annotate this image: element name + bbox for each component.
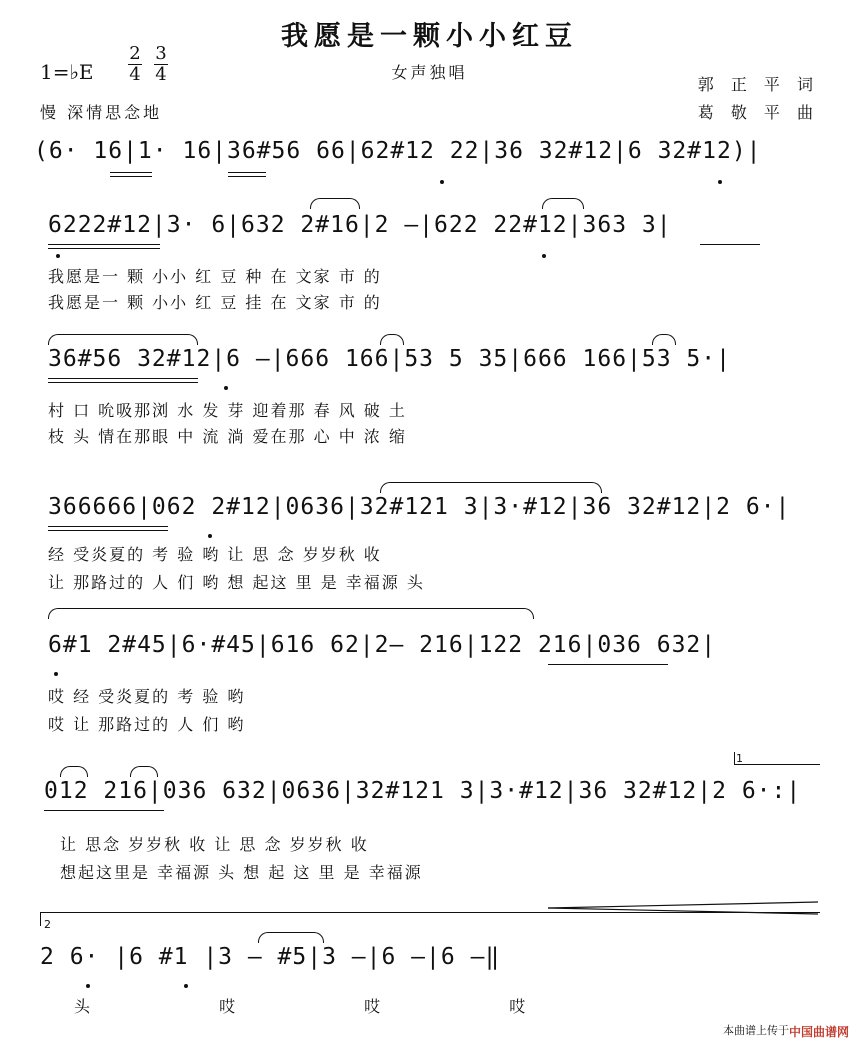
song-title: 我愿是一颗小小红豆 [281, 21, 578, 52]
time-signature-1: 2 4 [129, 43, 141, 85]
lyrics-system-2-verse-2: 我愿是一 颗 小小 红 豆 挂 在 文家 市 的 [48, 293, 382, 312]
time-signature-2: 3 4 [155, 43, 167, 85]
lyrics-system-4-verse-1: 经 受炎夏的 考 验 哟 让 思 念 岁岁秋 收 [48, 545, 382, 564]
volta-1-label: 1 [736, 752, 743, 765]
key-signature: 1=♭E [40, 60, 94, 84]
notation-system-1: (6· 16|1· 16|36#56 66|62#12 22|36 32#12|6 32#12)| [34, 138, 762, 164]
tempo-marking: 慢 深情思念地 [40, 103, 163, 122]
lyrics-system-5-verse-1: 哎 经 受炎夏的 考 验 哟 [48, 687, 246, 706]
notation-system-5: 6#1 2#45|6·#45|616 62|2— 216|122 216|036 632| [48, 632, 717, 658]
upload-note: 本曲谱上传于 [723, 1024, 789, 1037]
volta-2-label: 2 [44, 918, 51, 931]
lyrics-system-6-verse-2: 想起这里是 幸福源 头 想 起 这 里 是 幸福源 [60, 863, 423, 882]
decrescendo-hairpin [548, 900, 818, 916]
lyrics-system-3-verse-2: 枝 头 情在那眼 中 流 淌 爱在那 心 中 浓 缩 [48, 427, 407, 446]
notation-system-2: 6222#12|3· 6|632 2#16|2 —|622 22#12|363 3| [48, 212, 672, 238]
site-logo[interactable]: 中国曲谱网 [788, 1025, 849, 1039]
lyrics-system-4-verse-2: 让 那路过的 人 们 哟 想 起这 里 是 幸福源 头 [48, 573, 425, 592]
lyrics-system-2-verse-1: 我愿是一 颗 小小 红 豆 种 在 文家 市 的 [48, 267, 382, 286]
lyrics-system-3-verse-1: 村 口 吮吸那浏 水 发 芽 迎着那 春 风 破 土 [48, 401, 407, 420]
notation-system-3: 36#56 32#12|6 —|666 166|53 5 35|666 166|53 5·| [48, 346, 731, 372]
composer-credit: 葛 敬 平 曲 [697, 103, 819, 122]
lyrics-system-6-verse-1: 让 思念 岁岁秋 收 让 思 念 岁岁秋 收 [60, 835, 369, 854]
notation-system-7: 2 6· |6 #1 |3 — #5|3 —|6 —|6 —‖ [40, 944, 501, 970]
notation-system-4: 366666|062 2#12|0636|32#121 3|3·#12|36 32#12|2 6·| [48, 494, 791, 520]
lyrics-system-7: 头 哎 哎 哎 [74, 997, 528, 1016]
lyricist-credit: 郭 正 平 词 [697, 75, 819, 94]
performance-type: 女声独唱 [391, 63, 468, 82]
notation-system-6: 012 216|036 632|0636|32#121 3|3·#12|36 32#12|2 6·:| [44, 778, 802, 804]
lyrics-system-5-verse-2: 哎 让 那路过的 人 们 哟 [48, 715, 246, 734]
